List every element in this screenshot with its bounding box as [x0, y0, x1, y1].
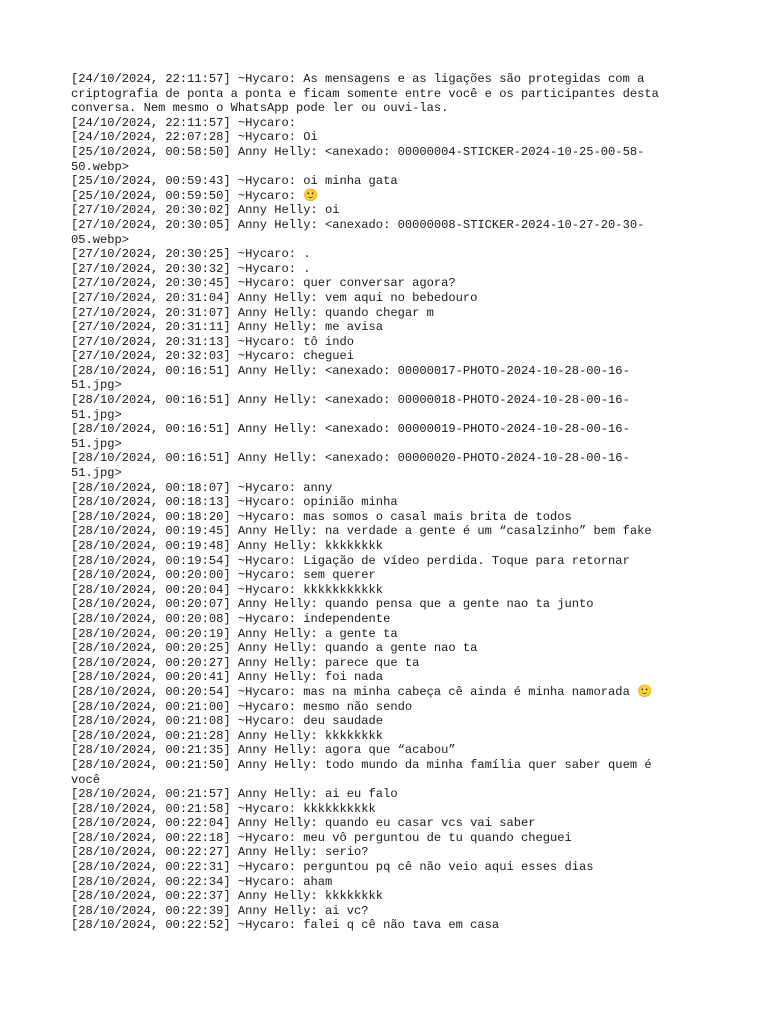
chat-line: [28/10/2024, 00:21:00] ~Hycaro: mesmo não sendo: [71, 699, 413, 714]
chat-line: [28/10/2024, 00:19:48] Anny Helly: kkkkkkkk: [71, 539, 384, 553]
chat-line: 51.jpg>: [71, 466, 122, 481]
chat-line: [28/10/2024, 00:16:51] Anny Helly: <anexado: 00000018-PHOTO-2024-10-28-00-16-: [71, 393, 630, 408]
chat-line: [28/10/2024, 00:16:51] Anny Helly: <anexado: 00000020-PHOTO-2024-10-28-00-16-: [71, 451, 630, 466]
chat-line: [27/10/2024, 20:31:07] Anny Helly: quando chegar m: [71, 305, 434, 320]
chat-line: [28/10/2024, 00:18:07] ~Hycaro: anny: [71, 480, 333, 495]
chat-line: [27/10/2024, 20:30:32] ~Hycaro: .: [71, 261, 311, 276]
chat-line: [28/10/2024, 00:21:50] Anny Helly: todo mundo da minha família quer saber quem é: [71, 757, 652, 772]
chat-line: [25/10/2024, 00:59:43] ~Hycaro: oi minha gata: [71, 174, 398, 189]
chat-line: [28/10/2024, 00:22:37] Anny Helly: kkkkkkkk: [71, 889, 384, 904]
chat-line: [28/10/2024, 00:20:07] Anny Helly: quando pensa que a gente nao ta junto: [71, 597, 594, 612]
chat-line: 05.webp>: [71, 232, 130, 247]
chat-line: você: [71, 772, 101, 787]
chat-line: [28/10/2024, 00:18:20] ~Hycaro: mas somos o casal mais brita de todos: [71, 509, 572, 524]
chat-line: [28/10/2024, 00:20:54] ~Hycaro: mas na minha cabeça cê ainda é minha namorada 🙂: [71, 684, 653, 699]
chat-line: [28/10/2024, 00:22:04] Anny Helly: quando eu casar vcs vai saber: [71, 816, 536, 831]
chat-line: [28/10/2024, 00:19:54] ~Hycaro: Ligação de vídeo perdida. Toque para retornar: [71, 553, 630, 568]
chat-line: [28/10/2024, 00:20:25] Anny Helly: quando a gente nao ta: [71, 641, 478, 656]
chat-line: [28/10/2024, 00:20:00] ~Hycaro: sem querer: [71, 568, 376, 583]
chat-line: [28/10/2024, 00:22:52] ~Hycaro: falei q cê não tava em casa: [71, 918, 500, 933]
chat-line: [28/10/2024, 00:22:39] Anny Helly: ai vc?: [71, 903, 369, 918]
chat-line: [28/10/2024, 00:22:34] ~Hycaro: aham: [71, 874, 333, 889]
chat-line: [27/10/2024, 20:30:25] ~Hycaro: .: [71, 247, 311, 262]
chat-line: [24/10/2024, 22:07:28] ~Hycaro: Oi: [71, 130, 318, 145]
chat-line: [25/10/2024, 00:58:50] Anny Helly: <anexado: 00000004-STICKER-2024-10-25-00-58-: [71, 144, 645, 159]
chat-line: [28/10/2024, 00:19:45] Anny Helly: na verdade a gente é um “casalzinho” bem fake: [71, 524, 652, 539]
chat-line: [27/10/2024, 20:30:45] ~Hycaro: quer conversar agora?: [71, 276, 456, 291]
chat-line: 51.jpg>: [71, 436, 122, 451]
chat-log-text: [71, 72, 691, 933]
chat-line: [28/10/2024, 00:21:58] ~Hycaro: kkkkkkkkkk: [71, 801, 376, 816]
chat-line: [24/10/2024, 22:11:57] ~Hycaro: As mensagens e as ligações são protegidas com a: [71, 72, 645, 86]
chat-line: [28/10/2024, 00:20:19] Anny Helly: a gente ta: [71, 626, 398, 641]
chat-line: [27/10/2024, 20:32:03] ~Hycaro: cheguei: [71, 349, 355, 364]
chat-line: [28/10/2024, 00:22:27] Anny Helly: serio?: [71, 845, 369, 860]
chat-line: [28/10/2024, 00:16:51] Anny Helly: <anexado: 00000017-PHOTO-2024-10-28-00-16-: [71, 363, 630, 378]
chat-line: [28/10/2024, 00:21:08] ~Hycaro: deu saudade: [71, 714, 384, 729]
chat-line: [28/10/2024, 00:21:35] Anny Helly: agora que “acabou”: [71, 743, 456, 758]
chat-line: [27/10/2024, 20:31:04] Anny Helly: vem aqui no bebedouro: [71, 290, 478, 305]
chat-line: 51.jpg>: [71, 378, 122, 393]
chat-line: [28/10/2024, 00:20:08] ~Hycaro: independente: [71, 611, 391, 626]
chat-line: [24/10/2024, 22:11:57] ~Hycaro:: [71, 115, 296, 130]
chat-line: [27/10/2024, 20:30:05] Anny Helly: <anexado: 00000008-STICKER-2024-10-27-20-30-: [71, 217, 645, 232]
chat-line: [27/10/2024, 20:31:11] Anny Helly: me avisa: [71, 320, 384, 335]
chat-line: [28/10/2024, 00:21:57] Anny Helly: ai eu falo: [71, 787, 398, 802]
chat-line: [28/10/2024, 00:20:04] ~Hycaro: kkkkkkkkkkk: [71, 582, 384, 597]
chat-line: 50.webp>: [71, 159, 130, 174]
chat-line: [28/10/2024, 00:22:31] ~Hycaro: perguntou pq cê não veio aqui esses dias: [71, 860, 594, 875]
chat-line: 51.jpg>: [71, 407, 122, 422]
chat-line: [28/10/2024, 00:20:27] Anny Helly: parece que ta: [71, 655, 420, 670]
chat-line: conversa. Nem mesmo o WhatsApp pode ler ou ouvi-las.: [71, 101, 449, 116]
chat-line: [28/10/2024, 00:20:41] Anny Helly: foi nada: [71, 670, 384, 685]
chat-line: [28/10/2024, 00:22:18] ~Hycaro: meu vô perguntou de tu quando cheguei: [71, 830, 572, 845]
chat-line: [27/10/2024, 20:30:02] Anny Helly: oi: [71, 203, 340, 218]
chat-line: [28/10/2024, 00:18:13] ~Hycaro: opinião minha: [71, 495, 398, 510]
chat-line: [27/10/2024, 20:31:13] ~Hycaro: tô indo: [71, 334, 355, 349]
chat-line: criptografia de ponta a ponta e ficam somente entre você e os participantes desta: [71, 86, 659, 101]
chat-line: [28/10/2024, 00:16:51] Anny Helly: <anexado: 00000019-PHOTO-2024-10-28-00-16-: [71, 422, 630, 437]
chat-line: [25/10/2024, 00:59:50] ~Hycaro: 🙂: [71, 188, 319, 203]
chat-line: [28/10/2024, 00:21:28] Anny Helly: kkkkkkkk: [71, 728, 384, 743]
